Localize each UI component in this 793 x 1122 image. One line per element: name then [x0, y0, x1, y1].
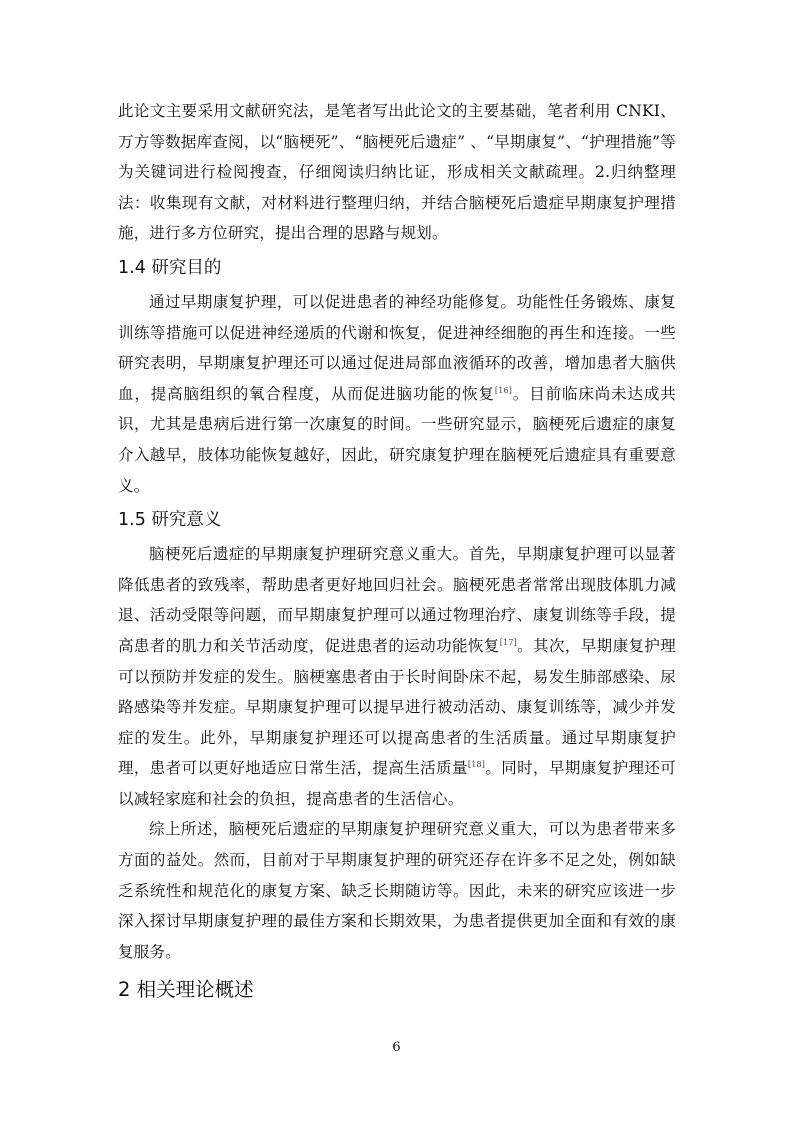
citation-ref: [18]: [467, 760, 486, 770]
paragraph-text: 。同时，早期康复护理还可以减轻家庭和社会的负担，提高患者的生活信心。: [118, 759, 676, 808]
citation-ref: [17]: [499, 637, 517, 647]
paragraph-summary: 综上所述，脑梗死后遗症的早期康复护理研究意义重大，可以为患者带来多方面的益处。然而，目前对于早期康复护理的研究还存在许多不足之处，例如缺乏系统性和规范化的康复方案、缺乏长期随访等。因此，未来的研究应该进一步深入探讨早期康复护理的最佳方案和长期效果，为患者提供更加全面和有效的康复服务。: [118, 820, 676, 961]
intro-paragraph: 此论文主要采用文献研究法，是笔者写出此论文的主要基础，笔者利用 CNKI、万方等数据库查阅，以“脑梗死”、“脑梗死后遗症” 、“早期康复”、“护理措施”等为关键词进行检阅搜查，仔细阅读归纳比证，形成相关文献疏理。2.归纳整理法：收集现有文献，对材料进行整理归纳，并结合脑梗死后遗症早期康复护理措施，进行多方位研究，提出合理的思路与规划。: [118, 102, 676, 243]
citation-ref: [16]: [494, 385, 513, 395]
section-heading-1-5: 1.5 研究意义: [118, 510, 222, 531]
paragraph-text: 。其次，早期康复护理可以预防并发症的发生。脑梗塞患者由于长时间卧床不起，易发生肺部感染、尿路感染等并发症。早期康复护理可以提早进行被动活动、康复训练等，减少并发症的发生。此外，早期康复护理还可以提高患者的生活质量。通过早期康复护理，患者可以更好地适应日常生活，提高生活质量: [118, 636, 676, 778]
document-body: [118, 96, 676, 1003]
paragraph-text: 通过早期康复护理，可以促进患者的神经功能修复。功能性任务锻炼、康复训练等措施可以促进神经递质的代谢和恢复，促进神经细胞的再生和连接。一些研究表明，早期康复护理还可以通过促进局部血液循环的改善，增加患者大脑供血，提高脑组织的氧合程度，从而促进脑功能的恢复: [118, 292, 676, 403]
paragraph-text: 脑梗死后遗症的早期康复护理研究意义重大。首先，早期康复护理可以显著降低患者的致残率，帮助患者更好地回归社会。脑梗死患者常常出现肢体肌力减退、活动受限等问题，而早期康复护理可以通过物理治疗、康复训练等手段，提高患者的肌力和关节活动度，促进患者的运动功能恢复: [118, 545, 676, 655]
paragraph-text: 。目前临床尚未达成共识，尤其是患病后进行第一次康复的时间。一些研究显示，脑梗死后遗症的康复介入越早，肢体功能恢复越好，因此，研究康复护理在脑梗死后遗症具有重要意义。: [118, 384, 676, 495]
section-heading-1-4: 1.4 研究目的: [118, 257, 222, 278]
paragraph-research-significance: [118, 539, 676, 814]
page-number: 6: [392, 1040, 401, 1055]
paragraph-research-purpose: [118, 287, 676, 501]
chapter-heading-2: 2 相关理论概述: [118, 978, 254, 1002]
